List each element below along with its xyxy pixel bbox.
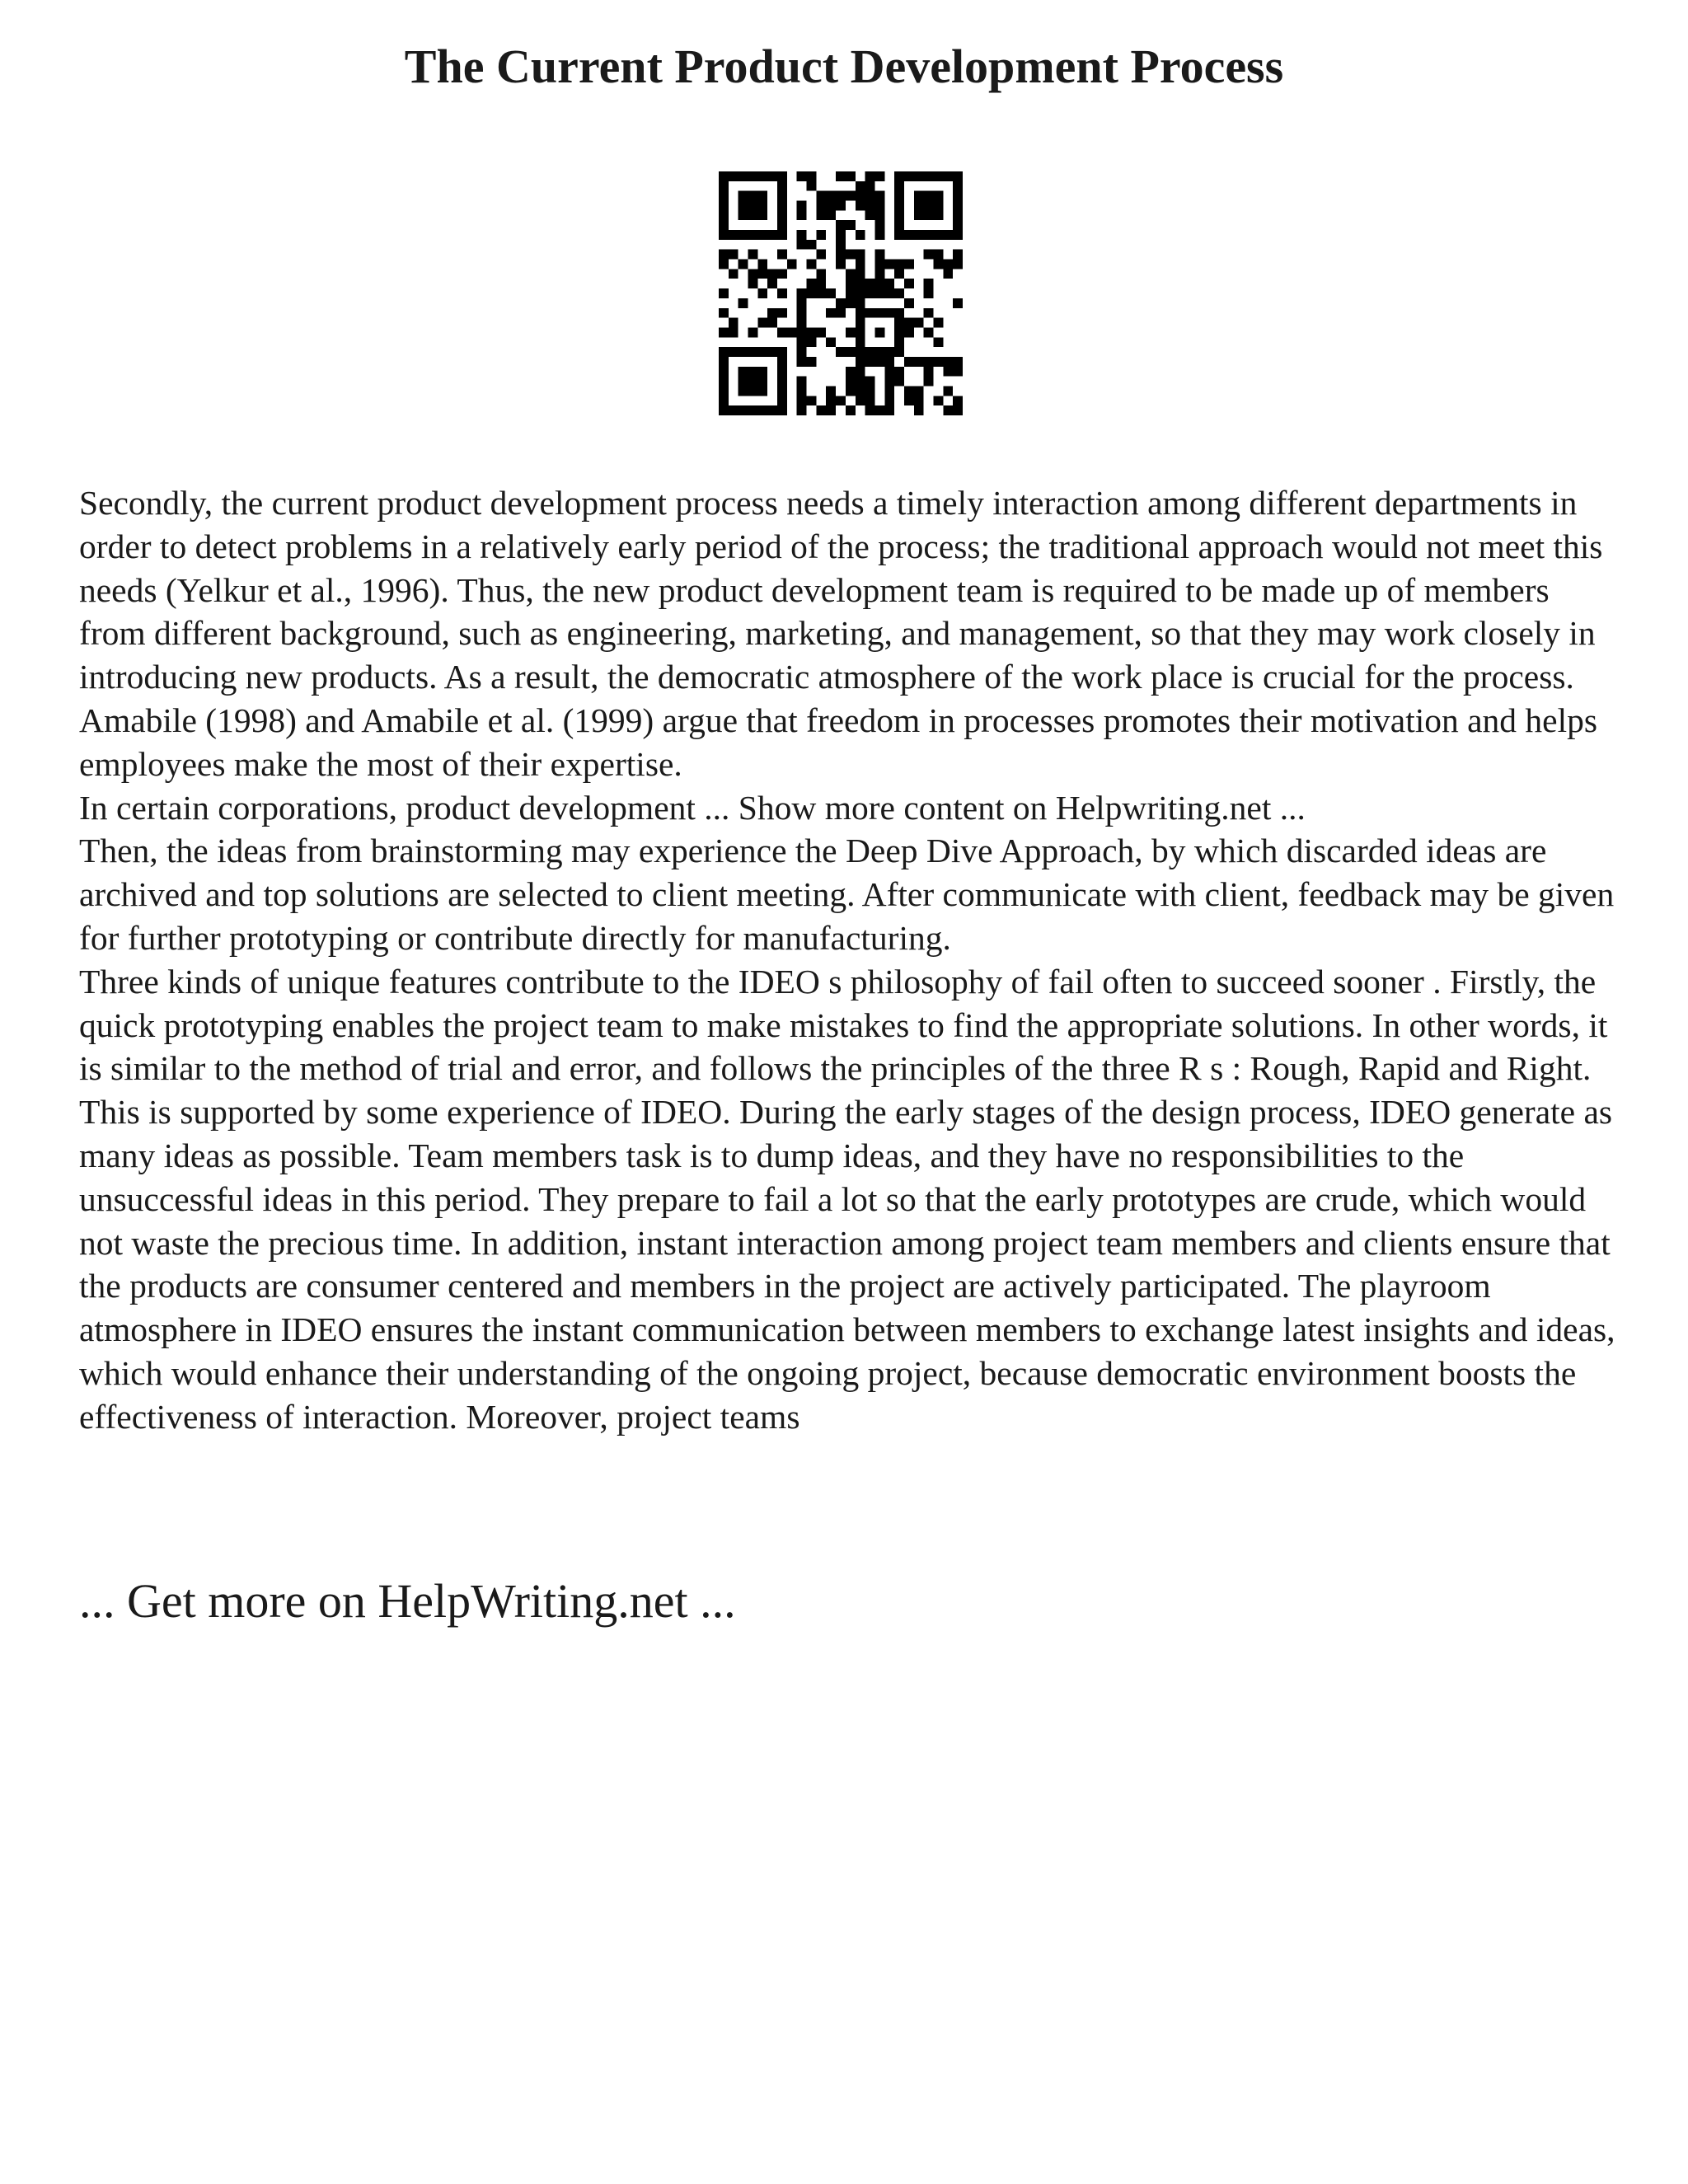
get-more-link[interactable]: ... Get more on HelpWriting.net ... xyxy=(79,1574,736,1628)
article-body xyxy=(79,481,1620,1439)
paragraph-4: Three kinds of unique features contribute to the IDEO s philosophy of fail often to succeed sooner . Firstly, the quick prototyping enables the project team to make mistakes to find the appropriate solutions. In other words, it is similar to the method of trial and error, and follows the principles of the three R s : Rough, Rapid and Right. This is supported by some experience of IDEO. During the early stages of the design process, IDEO generate as many ideas as possible. Team members task is to dump ideas, and they have no responsibilities to the unsuccessful ideas in this period. They prepare to fail a lot so that the early prototypes are crude, which would not waste the precious time. In addition, instant interaction among project team members and clients ensure that the products are consumer centered and members in the project are actively participated. The playroom atmosphere in IDEO ensures the instant communication between members to exchange latest insights and ideas, which would enhance their understanding of the ongoing project, because democratic environment boosts the effectiveness of interaction. Moreover, project teams xyxy=(79,962,1615,1436)
paragraph-2: In certain corporations, product development ... Show more content on Helpwriting.net ... xyxy=(79,788,1306,827)
qr-code-icon xyxy=(719,171,963,415)
paragraph-1: Secondly, the current product development process needs a timely interaction among different departments in order to detect problems in a relatively early period of the process; the traditional approach would not meet this needs (Yelkur et al., 1996). Thus, the new product development team is required to be made up of members from different background, such as engineering, marketing, and management, so that they may work closely in introducing new products. As a result, the democratic atmosphere of the work place is crucial for the process. Amabile (1998) and Amabile et al. (1999) argue that freedom in processes promotes their motivation and helps employees make the most of their expertise. xyxy=(79,484,1603,783)
paragraph-3: Then, the ideas from brainstorming may experience the Deep Dive Approach, by which discarded ideas are archived and top solutions are selected to client meeting. After communicate with client, feedback may be given for further prototyping or contribute directly for manufacturing. xyxy=(79,832,1615,957)
page-title: The Current Product Development Process xyxy=(404,40,1284,93)
